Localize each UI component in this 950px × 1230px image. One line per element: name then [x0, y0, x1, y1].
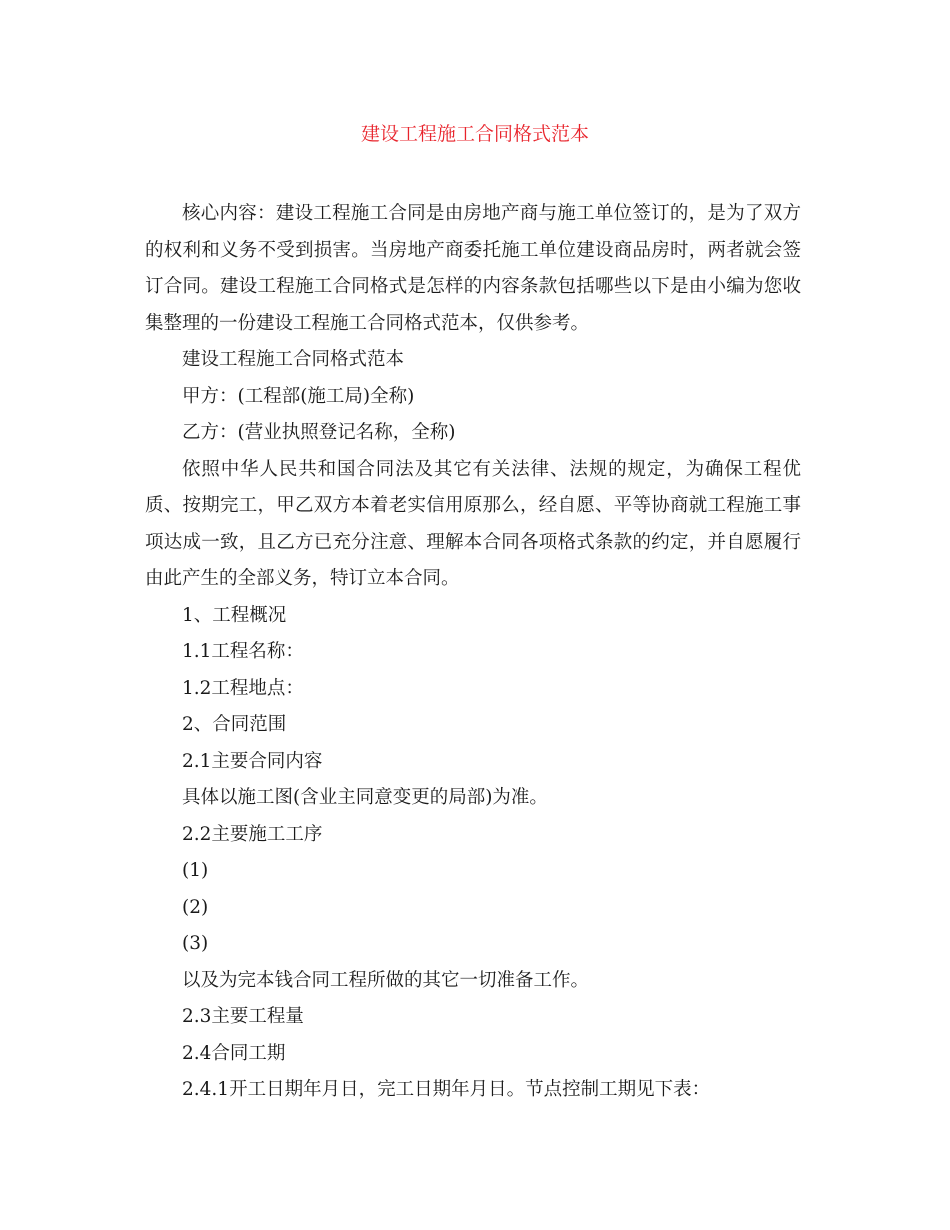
list-item: (2): [182, 896, 209, 918]
intro-paragraph: 核心内容：建设工程施工合同是由房地产商与施工单位签订的，是为了双方的权利和义务不受到损害。当房地产商委托施工单位建设商品房时，两者就会签订合同。建设工程施工合同格式是怎样的内容条款包括哪些以下是由小编为您收集整理的一份建设工程施工合同格式范本，仅供参考。: [145, 203, 801, 334]
clause-heading: 2、合同范围: [182, 714, 287, 735]
clause-heading: 1、工程概况: [182, 604, 287, 626]
clause-item: 2.3主要工程量: [182, 1006, 304, 1027]
clause-item: 2.4合同工期: [182, 1042, 286, 1064]
clause-item: 2.1主要合同内容: [182, 750, 323, 772]
list-item: (3): [182, 933, 209, 954]
list-item: (1): [182, 860, 209, 881]
clause-item: 1.1工程名称：: [182, 641, 304, 662]
clause-item: 1.2工程地点：: [182, 677, 304, 699]
clause-item: 2.2主要施工工序: [182, 823, 323, 845]
preamble-paragraph: 依照中华人民共和国合同法及其它有关法律、法规的规定，为确保工程优质、按期完工，甲乙双方本着老实信用原那么，经自愿、平等协商就工程施工事项达成一致，且乙方已充分注意、理解本合同各项格式条款的约定，并自愿履行由此产生的全部义务，特订立本合同。: [145, 458, 801, 589]
document-body: [145, 196, 801, 1109]
document-title: 建设工程施工合同格式范本: [360, 123, 589, 145]
clause-text: 以及为完本钱合同工程所做的其它一切准备工作。: [182, 969, 590, 991]
party-a-line: 甲方：(工程部(施工局)全称): [182, 385, 415, 407]
section-heading: 建设工程施工合同格式范本: [182, 349, 405, 370]
party-b-line: 乙方：(营业执照登记名称，全称): [182, 422, 456, 443]
clause-text: 具体以施工图(含业主同意变更的局部)为准。: [182, 787, 548, 808]
clause-item: 2.4.1开工日期年月日，完工日期年月日。节点控制工期见下表：: [182, 1079, 711, 1100]
